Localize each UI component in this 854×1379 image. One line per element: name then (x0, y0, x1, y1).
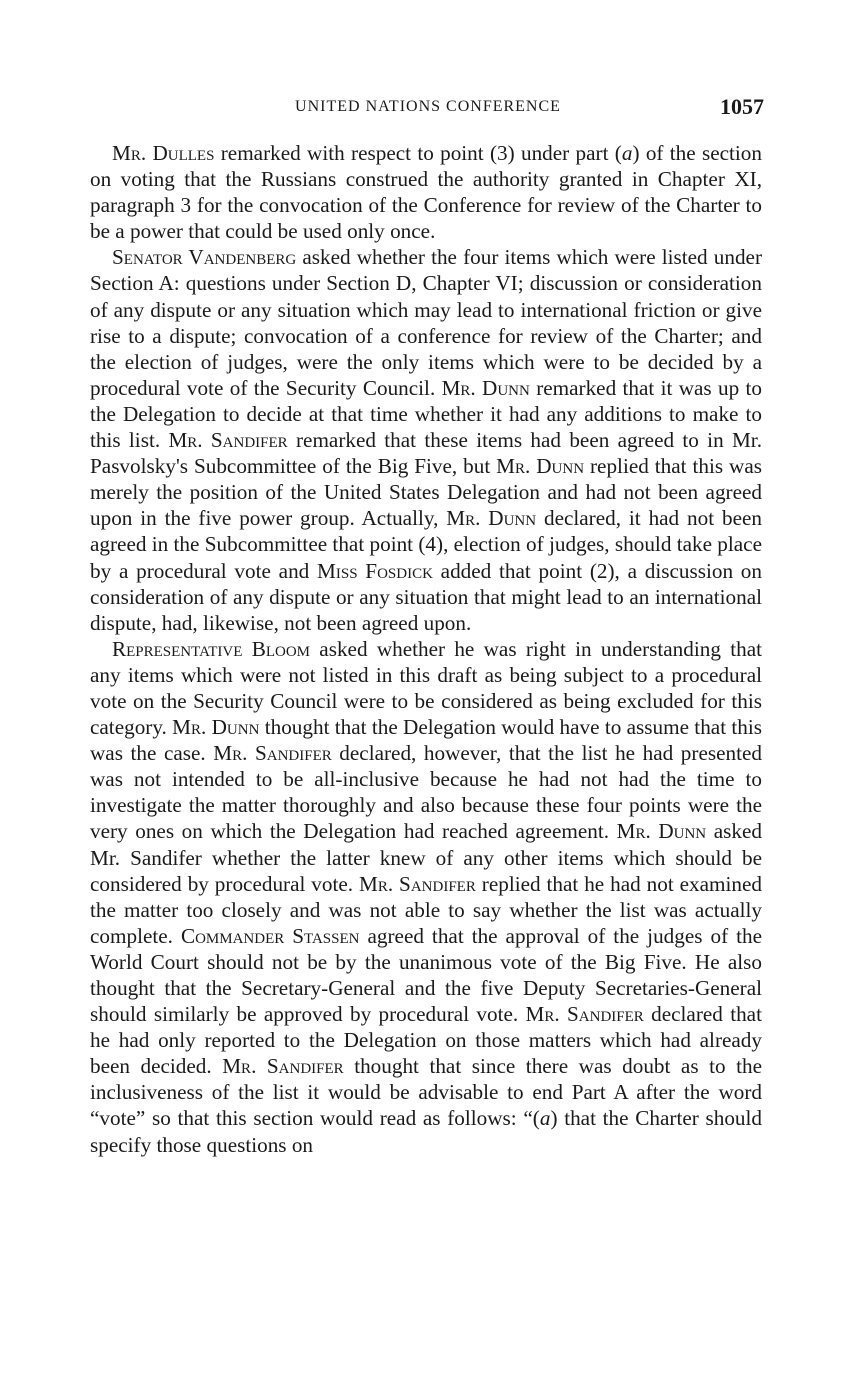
text-run: thought that the Delegation would have to assume that this was the case. (90, 715, 762, 766)
speaker-name: Mr. Sandifer (222, 1054, 344, 1079)
text-run: remarked that these items had been agreed to in Mr. Pasvolsky's Subcommittee of the Big Five, but (90, 428, 762, 479)
speaker-name: Mr. Dunn (616, 819, 707, 844)
text-run: ) of the section on voting that the Russians construed the authority granted in Chapter XI, paragraph 3 for the convocation of the Conference for review of the Charter to be a power that could be used only once. (90, 141, 762, 244)
speaker-name: Mr. Sandifer (213, 741, 332, 766)
speaker-name: Mr. Dunn (441, 375, 530, 400)
page-header (90, 94, 766, 124)
speaker-name: Mr. Dunn (172, 715, 260, 740)
paragraph-dulles-remark (90, 140, 762, 244)
text-run: declared, however, that the list he had presented was not intended to be all-inclusive because he had not had the time to investigate the matter thoroughly and also because these four points were the very ones on which the Delegation had reached agreement. (90, 741, 762, 844)
text-run: asked whether he was right in understanding that any items which were not listed in this draft as being subject to a procedural vote on the Security Council were to be considered as being excluded for this category. (90, 636, 762, 740)
italic-letter: a (539, 1106, 551, 1131)
speaker-name: Mr. Sandifer (168, 428, 288, 453)
italic-letter: a (621, 141, 633, 165)
speaker-name: Mr. Dunn (446, 506, 537, 531)
text-run: remarked that it was up to the Delegation to decide at that time whether it had any additions to make to this list. (90, 375, 762, 453)
text-run: declared, it had not been agreed in the Subcommittee that point (4), election of judges, should take place by a procedural vote and (90, 506, 762, 583)
page-number: 1057 (720, 94, 764, 119)
text-run: remarked with respect to point (3) under part ( (214, 141, 622, 165)
text-run: replied that he had not examined the matter too closely and was not able to say whether the list was actually complete. (90, 871, 762, 948)
speaker-name: Mr. Dunn (496, 454, 585, 479)
paragraph-vandenberg-question (90, 244, 762, 635)
body-text (90, 140, 762, 1158)
speaker-name: Mr. Sandifer (359, 871, 476, 896)
text-run: ) that the Charter should specify those questions on (90, 1106, 762, 1157)
text-run: added that point (2), a discussion on consideration of any dispute or any situation that might lead to an international dispute, had, likewise, not been agreed upon. (90, 558, 762, 635)
text-run: asked whether the four items which were listed under Section A: questions under Section D, Chapter VI; discussion or consideration of any dispute or any situation which may lead to international friction or give rise to a dispute; convocation of a conference for review of the Charter; and the election of judges, were the only items which were to be decided by a procedural vote of the Security Council. (90, 245, 762, 400)
paragraph-bloom-question (90, 636, 762, 1158)
running-title: UNITED NATIONS CONFERENCE (295, 98, 561, 115)
text-run: agreed that the approval of the judges of the World Court should not be by the unanimous vote of the Big Five. He also thought that the Secretary-General and the five Deputy Secretaries-General should similarly be approved by procedural vote. (90, 923, 763, 1027)
speaker-name: Commander Stassen (180, 923, 360, 948)
text-run: thought that since there was doubt as to the inclusiveness of the list it would be advisable to end Part A after the word “vote” so that this section would read as follows: “( (90, 1054, 762, 1131)
speaker-name: Mr. Dulles (112, 141, 215, 165)
speaker-name: Representative Bloom (112, 636, 311, 661)
speaker-name: Senator Vandenberg (112, 245, 297, 270)
speaker-name: Miss Fosdick (317, 558, 433, 583)
speaker-name: Mr. Sandifer (525, 1002, 644, 1027)
text-run: declared that he had only reported to the Delegation on those matters which had already been decided. (90, 1002, 762, 1079)
text-run: asked Mr. Sandifer whether the latter knew of any other items which should be considered by procedural vote. (90, 819, 762, 896)
text-run: replied that this was merely the position of the United States Delegation and had not been agreed upon in the five power group. Actually, (90, 454, 762, 531)
